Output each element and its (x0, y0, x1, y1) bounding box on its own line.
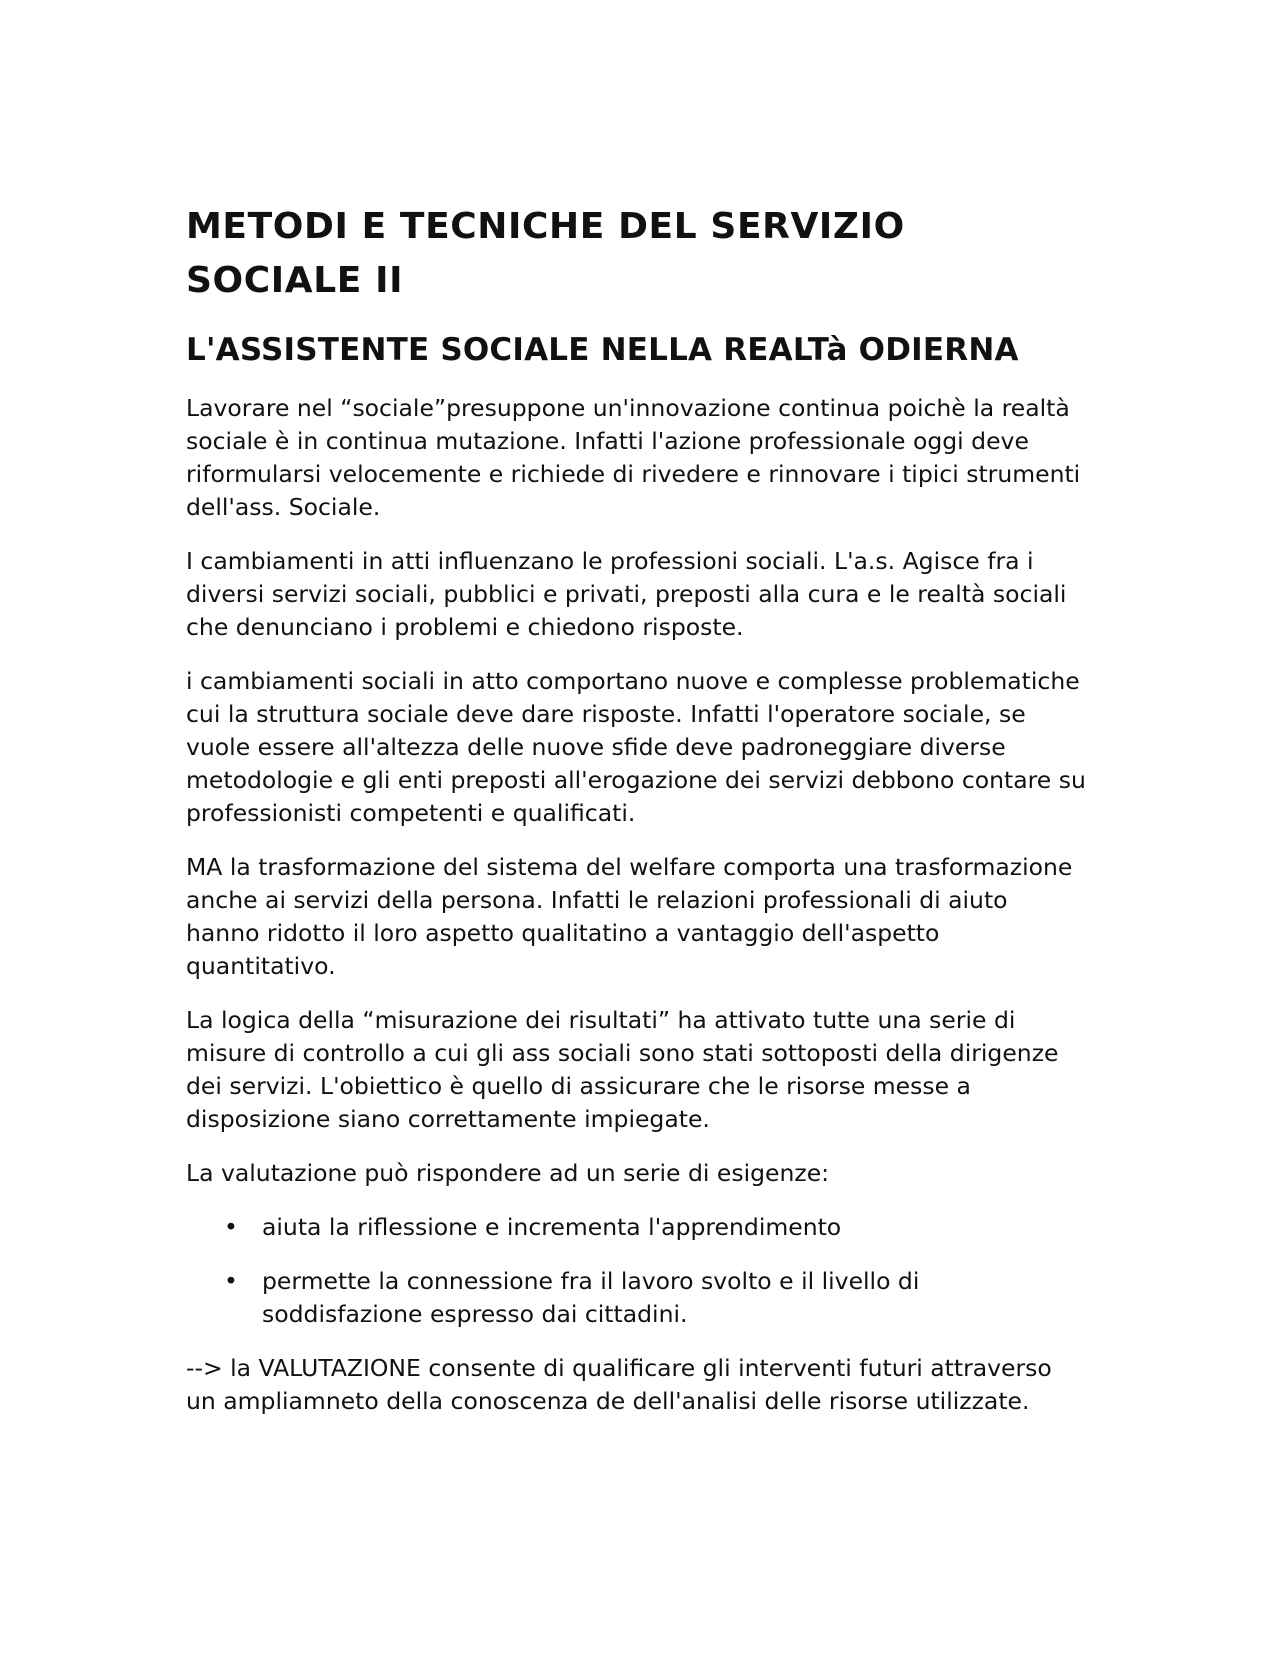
paragraph: i cambiamenti sociali in atto comportano nuove e complesse problematiche cui la struttura sociale deve dare risposte. Infatti l'operatore sociale, se vuole essere all'altezza delle nuove sfide deve padroneggiare diverse metodologie e gli enti preposti all'erogazione dei servizi debbono contare su professionisti competenti e qualificati. (186, 667, 1086, 827)
document-title: METODI E TECNICHE DEL SERVIZIO SOCIALE II (186, 206, 905, 301)
paragraph: La logica della “misurazione dei risultati” ha attivato tutte una serie di misure di controllo a cui gli ass sociali sono stati sottoposti della dirigenze dei servizi. L'obiettico è quello di assicurare che le risorse messe a disposizione siano correttamente impiegate. (186, 1006, 1059, 1133)
list-item-text: permette la connessione fra il lavoro svolto e il livello di soddisfazione espresso dai cittadini. (262, 1267, 920, 1328)
paragraph: MA la trasformazione del sistema del welfare comporta una trasformazione anche ai servizi della persona. Infatti le relazioni professionali di aiuto hanno ridotto il loro aspetto qualitatino a vantaggio dell'aspetto quantitativo. (186, 853, 1073, 980)
closing-paragraph: --> la VALUTAZIONE consente di qualificare gli interventi futuri attraverso un ampliamneto della conoscenza de dell'analisi delle risorse utilizzate. (186, 1354, 1052, 1415)
paragraph: Lavorare nel “sociale”presuppone un'innovazione continua poichè la realtà sociale è in continua mutazione. Infatti l'azione professionale oggi deve riformularsi velocemente e richiede di rivedere e rinnovare i tipici strumenti dell'ass. Sociale. (186, 394, 1081, 521)
paragraph: La valutazione può rispondere ad un serie di esigenze: (186, 1159, 830, 1187)
paragraph: I cambiamenti in atti influenzano le professioni sociali. L'a.s. Agisce fra i diversi servizi sociali, pubblici e privati, preposti alla cura e le realtà sociali che denunciano i problemi e chiedono risposte. (186, 547, 1067, 641)
list-item-text: aiuta la riflessione e incrementa l'apprendimento (262, 1213, 842, 1241)
bullet-icon: • (224, 1213, 238, 1241)
bullet-list (186, 1211, 1086, 1331)
list-item (224, 1265, 1086, 1331)
list-item (224, 1211, 1086, 1244)
bullet-icon: • (224, 1267, 238, 1295)
document-subtitle: L'ASSISTENTE SOCIALE NELLA REALTà ODIERNA (186, 332, 1019, 368)
document-body (186, 200, 1086, 1439)
